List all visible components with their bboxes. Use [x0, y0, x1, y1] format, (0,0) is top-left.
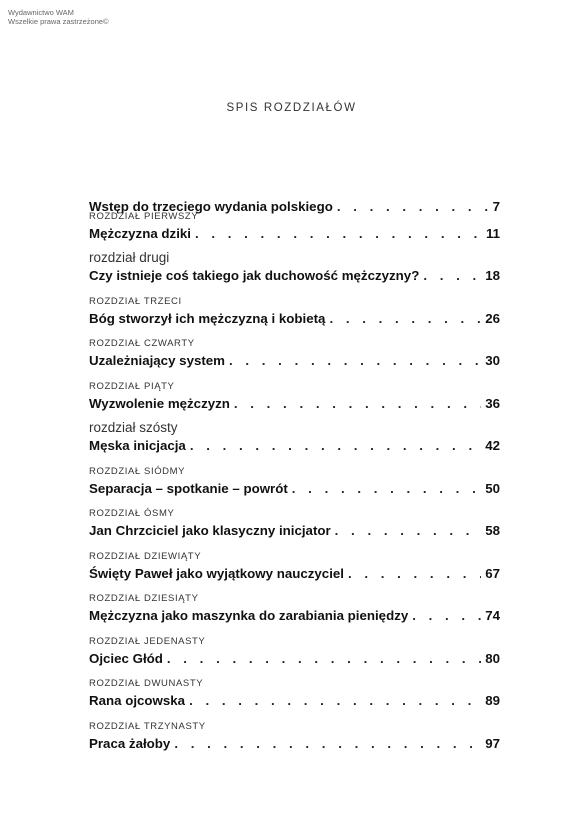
page-number: 89 [485, 693, 500, 708]
dot-leader [234, 394, 481, 414]
page-number: 97 [485, 736, 500, 751]
dot-leader [292, 479, 481, 499]
toc-line [89, 734, 500, 754]
chapter-title: Mężczyzna jako maszynka do zarabiania pieniędzy [89, 608, 409, 623]
toc-line [89, 309, 500, 329]
page-number: 18 [485, 268, 500, 283]
page-number: 74 [485, 608, 500, 623]
page-number: 67 [485, 566, 500, 581]
dot-leader [195, 224, 482, 244]
toc-line [89, 224, 500, 244]
chapter-title: Mężczyzna dziki [89, 226, 191, 241]
chapter-label: ROZDZIAŁ TRZECI [89, 296, 182, 307]
chapter-label: rozdział szósty [89, 420, 178, 435]
toc-entry [89, 677, 500, 711]
page-number: 30 [485, 353, 500, 368]
page-number: 26 [485, 311, 500, 326]
chapter-label: rozdział drugi [89, 250, 170, 265]
toc-line [89, 394, 500, 414]
toc-entry [89, 380, 500, 414]
publisher-name: Wydawnictwo WAM [8, 8, 74, 17]
dot-leader [423, 266, 481, 286]
chapter-label: ROZDZIAŁ ÓSMY [89, 508, 175, 519]
chapter-title: Uzależniający system [89, 353, 226, 368]
chapter-title: Bóg stworzył ich mężczyzną i kobietą [89, 311, 326, 326]
chapter-label: ROZDZIAŁ TRZYNASTY [89, 721, 206, 732]
chapter-title: Czy istnieje coś takiego jak duchowość mężczyzny? [89, 268, 420, 283]
toc-line [89, 436, 500, 456]
toc-entry [89, 635, 500, 669]
chapter-title: Separacja – spotkanie – powrót [89, 481, 288, 496]
toc-line [89, 564, 500, 584]
toc-line [89, 649, 500, 669]
dot-leader [329, 309, 481, 329]
dot-leader [348, 564, 481, 584]
dot-leader [190, 436, 481, 456]
dot-leader [174, 734, 481, 754]
toc-entry [89, 720, 500, 754]
toc-line [89, 479, 500, 499]
chapter-title: Jan Chrzciciel jako klasyczny inicjator [89, 523, 331, 538]
chapter-label: ROZDZIAŁ DZIESIĄTY [89, 593, 199, 604]
toc-entry [89, 507, 500, 541]
chapter-label: ROZDZIAŁ PIĄTY [89, 381, 175, 392]
chapter-label: ROZDZIAŁ PIERWSZY [89, 211, 199, 222]
toc-line [89, 521, 500, 541]
page-number: 36 [485, 396, 500, 411]
toc-entry [89, 465, 500, 499]
chapter-label: ROZDZIAŁ JEDENASTY [89, 636, 206, 647]
dot-leader [189, 691, 481, 711]
chapter-title: Męska inicjacja [89, 438, 186, 453]
dot-leader [335, 521, 482, 541]
toc-entry [89, 337, 500, 371]
toc-entry [89, 295, 500, 329]
toc-entry [89, 210, 500, 244]
copyright-notice: Wszelkie prawa zastrzeżone© [8, 17, 109, 26]
toc-line [89, 266, 500, 286]
chapter-label: ROZDZIAŁ DWUNASTY [89, 678, 204, 689]
toc-entry [89, 249, 500, 286]
page-number: 50 [485, 481, 500, 496]
publisher-notice [8, 8, 109, 26]
chapter-title: Rana ojcowska [89, 693, 186, 708]
chapter-title: Ojciec Głód [89, 651, 163, 666]
chapter-label: ROZDZIAŁ CZWARTY [89, 338, 195, 349]
dot-leader [412, 606, 481, 626]
page-number: 80 [485, 651, 500, 666]
chapter-title: Święty Paweł jako wyjątkowy nauczyciel [89, 566, 344, 581]
toc-line [89, 351, 500, 371]
chapter-title: Wyzwolenie mężczyzn [89, 396, 230, 411]
chapter-label: ROZDZIAŁ SIÓDMY [89, 466, 186, 477]
toc-line [89, 606, 500, 626]
chapter-title: Wstęp do trzeciego wydania polskiego [89, 199, 333, 214]
dot-leader [167, 649, 481, 669]
toc-line [89, 691, 500, 711]
toc-entry [89, 419, 500, 456]
page-number: 11 [485, 226, 500, 241]
toc-entry [89, 592, 500, 626]
chapter-title: Praca żałoby [89, 736, 171, 751]
page-number: 42 [485, 438, 500, 453]
page-number: 58 [485, 523, 500, 538]
toc-entry [89, 550, 500, 584]
page-title: SPIS ROZDZIAŁÓW [226, 102, 357, 114]
page-number: 7 [492, 199, 500, 214]
chapter-label: ROZDZIAŁ DZIEWIĄTY [89, 551, 202, 562]
dot-leader [229, 351, 481, 371]
